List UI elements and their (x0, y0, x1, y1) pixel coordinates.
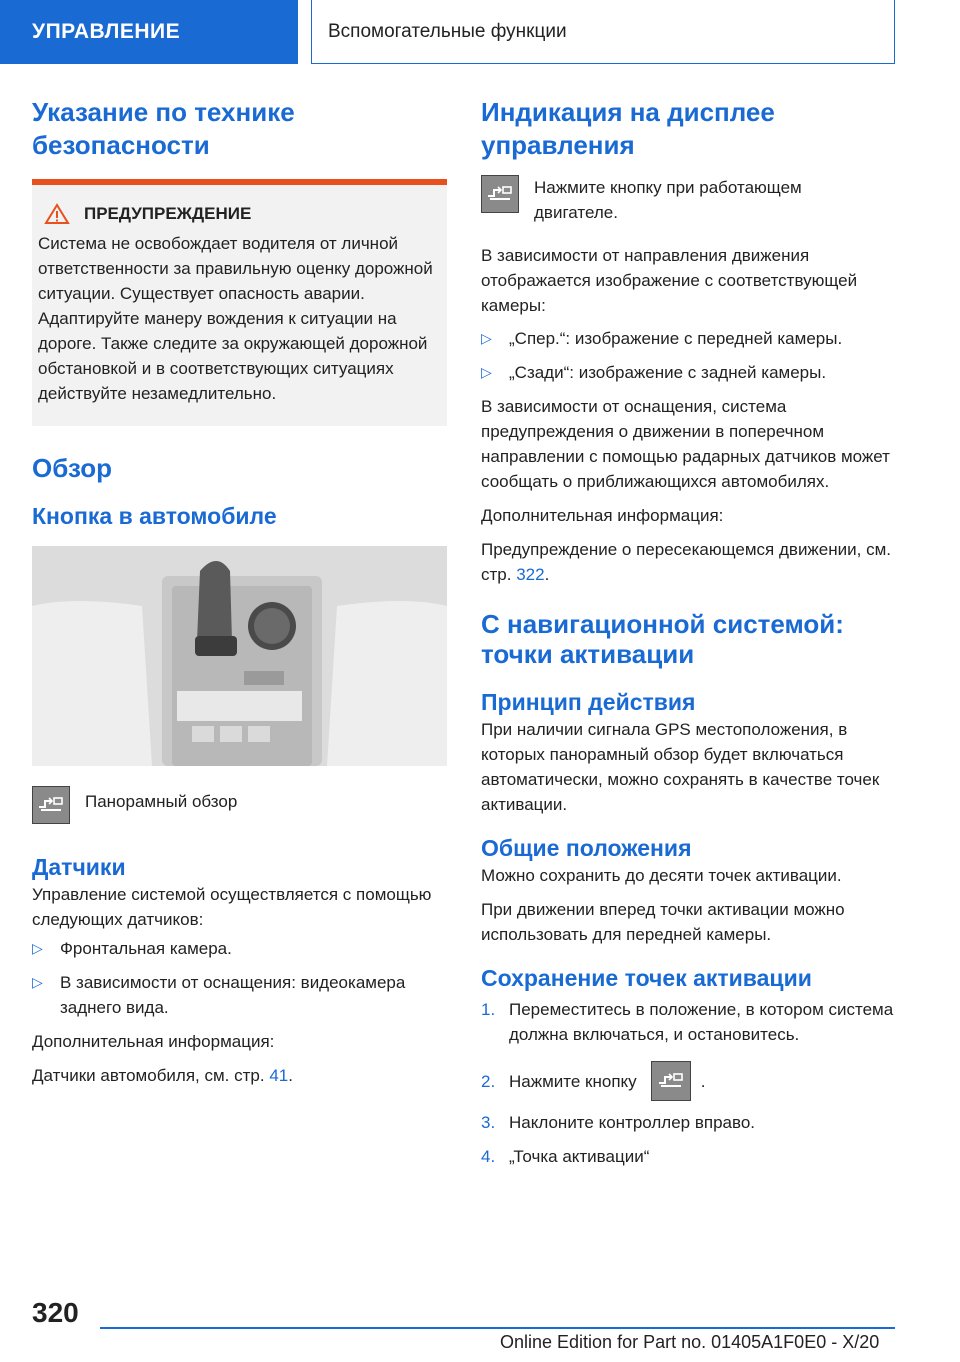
principle-text: При наличии сигнала GPS местоположения, в которых панорамный обзор будет включаться автоматически, можно сохранять в качестве точек активации. (481, 720, 880, 814)
panorama-view-icon (651, 1061, 691, 1101)
list-item: ▷ „Спер.“: изображение с передней камеры. (481, 326, 901, 351)
step-text: „Точка активации“ (509, 1147, 650, 1166)
warning-box (32, 179, 447, 426)
warning-triangle-icon (44, 203, 70, 225)
list-item: ▷ Фронтальная камера. (32, 936, 447, 961)
step-text: Нажмите кнопку (509, 1071, 637, 1091)
left-column (32, 96, 447, 1088)
step-number: 1. (481, 1000, 496, 1019)
save-title: Сохранение точек активации (481, 965, 812, 991)
more-info-label: Дополнительная информация: (32, 1032, 275, 1051)
more-info-label: Дополнительная информация: (481, 506, 724, 525)
display-list (481, 326, 901, 385)
general-text-1: Можно сохранить до десяти точек активации. (481, 866, 842, 885)
display-text-2: В зависимости от оснащения, система предупреждения о движении в поперечном направлении с помощью радарных датчиков может сообщать о приближающихся автомобилях. (481, 397, 890, 491)
step-number: 4. (481, 1147, 496, 1166)
sensors-ref-end: . (288, 1066, 293, 1085)
sensors-list (32, 936, 447, 1020)
sensors-ref-text: Датчики автомобиля, см. стр. (32, 1066, 270, 1085)
step-text: Наклоните контроллер вправо. (509, 1113, 756, 1132)
button-caption: Панорамный обзор (85, 792, 238, 811)
sensors-text: Управление системой осуществляется с помощью следующих датчиков: (32, 885, 432, 929)
display-intro-row (481, 175, 901, 225)
list-item (481, 1061, 901, 1101)
list-item: ▷ В зависимости от оснащения: видеокамера заднего вида. (32, 970, 447, 1020)
nav-title: С навигационной системой: точки активации (481, 609, 844, 669)
general-title: Общие положения (481, 835, 692, 861)
safety-title: Указание по технике безопасности (32, 97, 295, 160)
display-text: В зависимости от направления движения отображается изображение с соответствующей камеры: (481, 246, 858, 315)
list-item (481, 1144, 901, 1169)
ref-link[interactable]: 322 (516, 565, 545, 584)
button-title: Кнопка в автомобиле (32, 503, 277, 529)
ref-end: . (544, 565, 550, 584)
principle-title: Принцип действия (481, 689, 696, 715)
step-suffix: . (700, 1071, 706, 1091)
step-number: 3. (481, 1113, 496, 1132)
footer-divider (100, 1327, 895, 1329)
display-title: Индикация на дисплее управления (481, 97, 775, 160)
edition-note: Online Edition for Part no. 01405A1F0E0 - X/20 (500, 1332, 880, 1352)
list-item (481, 1110, 901, 1135)
section-tab: УПРАВЛЕНИЕ (0, 0, 298, 64)
cross-traffic-reference (481, 537, 901, 587)
save-steps (481, 997, 901, 1169)
step-number: 2. (481, 1072, 496, 1091)
warning-heading (44, 203, 439, 225)
general-text-2: При движении вперед точки активации можно использовать для передней камеры. (481, 900, 845, 944)
sensors-title: Датчики (32, 854, 126, 880)
display-intro: Нажмите кнопку при работающем двигателе. (534, 178, 802, 222)
button-caption-row (32, 786, 447, 824)
list-item (481, 997, 901, 1047)
right-column (481, 96, 901, 1178)
gear-console-illustration (32, 546, 447, 766)
step-text: Переместитесь в положение, в котором система должна включаться, и остановитесь. (509, 1000, 894, 1044)
list-item: ▷ „Сзади“: изображение с задней камеры. (481, 360, 901, 385)
warning-text: Система не освобождает водителя от личной ответственности за правильную оценку дорожной ситуации. Существует опасность аварии. Адаптируйте манеру вождения к ситуации на дороге. Также следите за окружающей дорожной обстановкой и в соответствующих ситуациях действуйте незамедлительно. (38, 234, 433, 403)
page-number: 320 (32, 1297, 79, 1328)
overview-title: Обзор (32, 453, 112, 483)
warning-title: ПРЕДУПРЕЖДЕНИЕ (84, 204, 252, 223)
sensors-reference (32, 1063, 447, 1088)
ref-text: Предупреждение о пересекающемся движении, см. стр. (481, 540, 892, 584)
panorama-view-icon (481, 175, 519, 213)
panorama-view-icon (32, 786, 70, 824)
sensors-ref-link[interactable]: 41 (269, 1066, 289, 1085)
chapter-title: Вспомогательные функции (311, 0, 895, 64)
car-console-photo (32, 546, 447, 766)
